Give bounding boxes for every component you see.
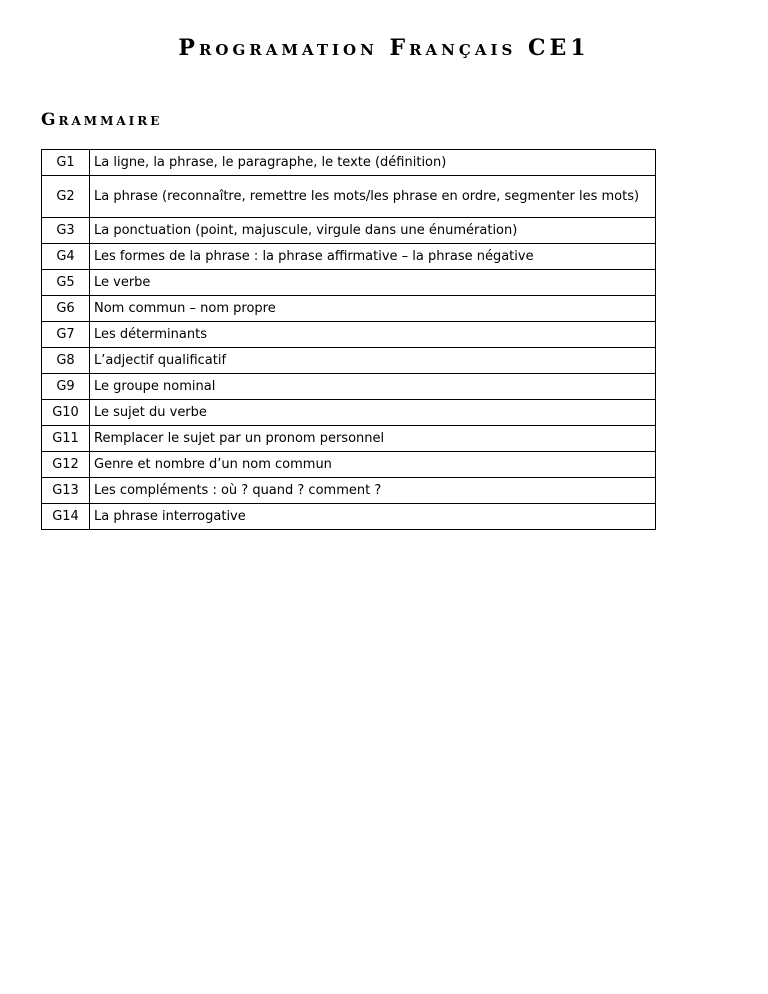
section-title-grammaire: Grammaire — [41, 110, 163, 130]
table-row — [42, 452, 656, 478]
row-text: Le groupe nominal — [90, 374, 656, 400]
grammar-program-table — [41, 149, 656, 530]
row-code: G7 — [42, 322, 90, 348]
row-code: G8 — [42, 348, 90, 374]
table-row — [42, 348, 656, 374]
row-code: G2 — [42, 176, 90, 218]
row-text: La ligne, la phrase, le paragraphe, le texte (définition) — [90, 150, 656, 176]
document-title: Programation Français CE1 — [178, 35, 590, 61]
row-code: G13 — [42, 478, 90, 504]
row-code: G6 — [42, 296, 90, 322]
row-code: G5 — [42, 270, 90, 296]
table-row — [42, 426, 656, 452]
row-code: G10 — [42, 400, 90, 426]
row-text: La ponctuation (point, majuscule, virgule dans une énumération) — [90, 218, 656, 244]
row-text: Le verbe — [90, 270, 656, 296]
row-text: L’adjectif qualificatif — [90, 348, 656, 374]
row-code: G9 — [42, 374, 90, 400]
row-code: G4 — [42, 244, 90, 270]
row-code: G3 — [42, 218, 90, 244]
table-row — [42, 374, 656, 400]
table-row — [42, 296, 656, 322]
row-text: Le sujet du verbe — [90, 400, 656, 426]
row-text: Nom commun – nom propre — [90, 296, 656, 322]
table-row — [42, 176, 656, 218]
table-row — [42, 400, 656, 426]
table-row — [42, 218, 656, 244]
row-code: G11 — [42, 426, 90, 452]
row-code: G1 — [42, 150, 90, 176]
table-row — [42, 322, 656, 348]
row-code: G12 — [42, 452, 90, 478]
table-row — [42, 478, 656, 504]
row-text: Les compléments : où ? quand ? comment ? — [90, 478, 656, 504]
row-code: G14 — [42, 504, 90, 530]
table-row — [42, 150, 656, 176]
table-row — [42, 504, 656, 530]
row-text: Les formes de la phrase : la phrase affirmative – la phrase négative — [90, 244, 656, 270]
row-text: Remplacer le sujet par un pronom personnel — [90, 426, 656, 452]
table-row — [42, 270, 656, 296]
row-text: La phrase (reconnaître, remettre les mots/les phrase en ordre, segmenter les mots) — [90, 176, 656, 218]
row-text: Les déterminants — [90, 322, 656, 348]
table-row — [42, 244, 656, 270]
row-text: Genre et nombre d’un nom commun — [90, 452, 656, 478]
row-text: La phrase interrogative — [90, 504, 656, 530]
